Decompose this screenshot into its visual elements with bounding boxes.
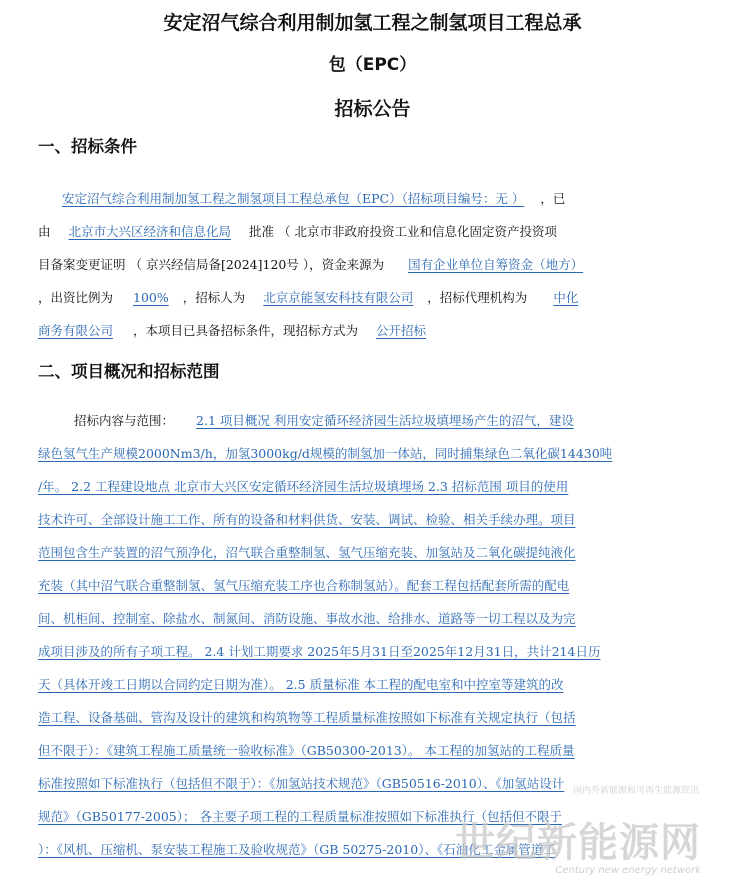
text-fragment: ，已 bbox=[540, 191, 566, 206]
paragraph-line bbox=[38, 410, 708, 432]
scope-text[interactable]: ）：《风机、压缩机、泵安装工程施工及验收规范》（GB 50275-2010）、《石油化工金属管道工 bbox=[38, 842, 556, 857]
scope-text[interactable]: 规范》（GB50177-2005）； 各主要子项工程的工程质量标准按照如下标准执行（包括但不限于 bbox=[38, 809, 562, 824]
agency-link[interactable]: 中化 bbox=[553, 290, 579, 305]
paragraph-line bbox=[38, 287, 708, 309]
paragraph-line bbox=[38, 221, 708, 243]
text-fragment: ，本项目已具备招标条件，现招标方式为 bbox=[133, 323, 359, 338]
watermark-tagline: 国内外新能源和可再生能源资讯 bbox=[572, 786, 699, 796]
text-fragment: 批准 （ 北京市非政府投资工业和信息化固定资产投资项 bbox=[249, 224, 557, 239]
paragraph-line bbox=[38, 641, 708, 663]
paragraph-line bbox=[38, 509, 708, 531]
section-heading-1: 一、招标条件 bbox=[38, 137, 137, 156]
scope-text[interactable]: 成项目涉及的所有子项工程。 2.4 计划工期要求 2025年5月31日至2025年12月31日，共计214日历 bbox=[38, 644, 601, 659]
title-line-1: 安定沼气综合利用制加氢工程之制氢项目工程总承 bbox=[163, 12, 582, 34]
agency-link-continued[interactable]: 商务有限公司 bbox=[38, 323, 114, 338]
scope-text[interactable]: 造工程、设备基础、管沟及设计的建筑和构筑物等工程质量标准按照如下标准有关规定执行（包括 bbox=[38, 710, 576, 725]
text-fragment: ，招标代理机构为 bbox=[427, 290, 528, 305]
scope-text[interactable]: /年。 2.2 工程建设地点 北京市大兴区安定循环经济园生活垃圾填埋场 2.3 招标范围 项目的使用 bbox=[38, 479, 569, 494]
paragraph-line bbox=[38, 254, 708, 276]
title-line-2: 包（EPC） bbox=[328, 55, 417, 75]
paragraph-line bbox=[38, 320, 708, 342]
approval-authority-link[interactable]: 北京市大兴区经济和信息化局 bbox=[68, 224, 232, 239]
watermark-subtitle: Century new energy network bbox=[555, 865, 701, 876]
text-fragment: 招标内容与范围： bbox=[74, 413, 175, 428]
paragraph-line bbox=[38, 674, 708, 696]
paragraph-line bbox=[38, 707, 708, 729]
paragraph-line bbox=[38, 575, 708, 597]
tenderer-link[interactable]: 北京京能氢安科技有限公司 bbox=[263, 290, 414, 305]
paragraph-line bbox=[38, 443, 708, 465]
text-fragment: ，出资比例为 bbox=[38, 290, 114, 305]
scope-text[interactable]: 天（具体开竣工日期以合同约定日期为准）。 2.5 质量标准 本工程的配电室和中控室等建筑的改 bbox=[38, 677, 564, 692]
paragraph-line bbox=[38, 608, 708, 630]
scope-text[interactable]: 范围包含生产装置的沼气预净化，沼气联合重整制氢、氢气压缩充装、加氢站及二氧化碳提纯液化 bbox=[38, 545, 576, 560]
watermark-name: 世纪新能源网 bbox=[455, 820, 701, 866]
scope-text[interactable]: 2.1 项目概况 利用安定循环经济园生活垃圾填埋场产生的沼气，建设 bbox=[196, 413, 574, 428]
title-line-3: 招标公告 bbox=[334, 98, 411, 120]
section-heading-2: 二、项目概况和招标范围 bbox=[38, 362, 220, 381]
text-fragment: 目备案变更证明 （ 京兴经信局备[2024]120号 ），资金来源为 bbox=[38, 257, 385, 272]
tender-method-link[interactable]: 公开招标 bbox=[376, 323, 427, 338]
paragraph-line bbox=[38, 188, 708, 210]
text-fragment: ，招标人为 bbox=[182, 290, 246, 305]
text-fragment: 由 bbox=[38, 224, 51, 239]
fund-source-link[interactable]: 国有企业单位自筹资金（地方） bbox=[408, 257, 584, 272]
scope-text[interactable]: 但不限于）：《建筑工程施工质量统一验收标准》（GB50300-2013）。 本工程的加氢站的工程质量 bbox=[38, 743, 575, 758]
paragraph-line bbox=[38, 476, 708, 498]
funding-ratio-link[interactable]: 100% bbox=[133, 290, 169, 305]
scope-text[interactable]: 绿色氢气生产规模2000Nm3/h，加氢3000kg/d规模的制氢加一体站，同时捕集绿色二氧化碳14430吨 bbox=[38, 446, 613, 461]
scope-text[interactable]: 充装（其中沼气联合重整制氢、氢气压缩充装工序也合称制氢站）。配套工程包括配套所需的配电 bbox=[38, 578, 570, 593]
watermark-logo bbox=[455, 821, 701, 877]
scope-text[interactable]: 间、机柜间、控制室、除盐水、制氮间、消防设施、事故水池、给排水、道路等一切工程以及为完 bbox=[38, 611, 576, 626]
paragraph-line bbox=[38, 542, 708, 564]
paragraph-line bbox=[38, 740, 708, 762]
project-name-link[interactable]: 安定沼气综合利用制加氢工程之制氢项目工程总承包（EPC）（招标项目编号：无 ） bbox=[62, 191, 525, 206]
scope-text[interactable]: 标准按照如下标准执行（包括但不限于）：《加氢站技术规范》（GB50516-2010）、《加氢站设计 bbox=[38, 776, 565, 791]
scope-text[interactable]: 技术许可、全部设计施工工作、所有的设备和材料供货、安装、调试、检验、相关手续办理。项目 bbox=[38, 512, 576, 527]
